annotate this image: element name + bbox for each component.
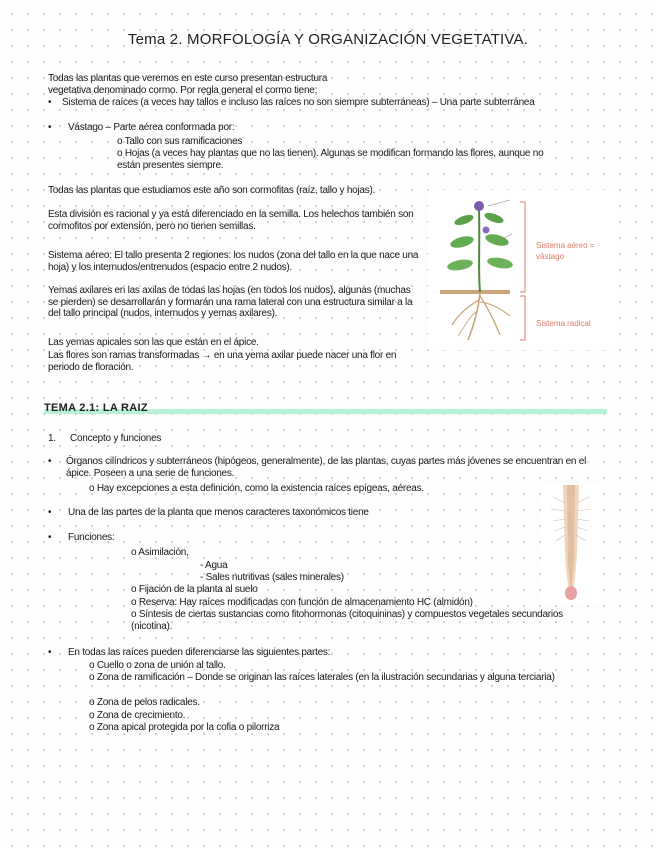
organos-subitem: o Hay excepciones a esta definición, como la existencia raíces epígeas, aéreas. [89,483,424,494]
funcion-sintesis: o Síntesis de ciertas sustancias como fitohormonas (citoquininas) y compuestos vegetales secundarios (nicotina). [131,609,563,632]
subitem-tallo: o Tallo con sus ramificaciones [117,136,243,147]
funcion-sales: - Sales nutritivas (sales minerales) [200,572,344,583]
para-division: Esta división es racional y ya está diferenciado en la semilla. Los helechos también son cormofitos por extensión, pero no tienen semillas. [48,209,414,232]
para-cormofitas: Todas las plantas que estudiamos este año son cormofitas (raíz, tallo y hojas). [48,185,376,196]
intro-line-2: vegetativa denominado cormo. Por regla general el cormo tiene: [48,85,318,96]
para-flores: Las flores son ramas transformadas → en una yema axilar puede nacer una flor en periodo de floración. [48,350,397,373]
bullet-funciones [48,532,248,544]
para-sistema-aereo: Sistema aéreo: El tallo presenta 2 regiones: los nudos (zona del tallo en la que nace una hoja) y los internudos/entrenudos (espacio entre 2 nudos). [48,250,419,273]
para-apicales: Las yemas apicales son las que están en el ápice. [48,337,259,348]
intro-line-1: Todas las plantas que veremos en este curso presentan estructura [48,73,328,84]
bullet-organos [48,456,608,479]
bullet-vastago-text: Vástago – Parte aérea conformada por: [68,122,235,133]
subitem-hojas: o Hojas (a veces hay plantas que no las tienen). Algunas se modifican formando las flores, aunque no están presentes siempre. [117,148,544,171]
bullet-dot: • [48,456,52,467]
zona-apical: o Zona apical protegida por la cofia o pilorriza [89,722,280,733]
label-sistema-radical: Sistema radical [536,319,591,328]
para-yemas: Yemas axilares en las axilas de todas las hojas (en todos los nudos), algunas (muchas se pierden) se desarrollarán y formarán una rama lateral con una estructura similar a la del tallo principal (nudos, internudos y yemas axilares). [48,285,413,320]
bullet-dot: • [48,122,52,133]
funcion-asimilacion: o Asimilación, [131,547,189,558]
bullet-raices [48,97,558,109]
plant-figure [428,190,618,350]
bullet-organos-text: Órganos cilíndricos y subterráneos (hipógeos, generalmente), de las plantas, cuyas partes más jóvenes se encuentran en el ápice. Poseen a una serie de funciones. [66,456,587,479]
bullet-vastago [48,122,548,134]
zona-ramificacion: o Zona de ramificación – Donde se originan las raíces laterales (en la ilustración secundarias y alguna terciaria) [89,672,555,683]
funcion-reserva: o Reserva: Hay raíces modificadas con función de almacenamiento HC (almidón) [131,597,473,608]
bullet-zonas [48,647,518,659]
zona-cuello: o Cuello o zona de unión al tallo. [89,660,226,671]
label-sistema-aereo: Sistema aéreo = vástago [536,241,595,261]
funciones-label: Funciones: [68,532,115,543]
bullet-taxonomicos-text: Una de las partes de la planta que menos caracteres taxonómicos tiene [68,507,369,518]
root-figure [541,483,601,603]
funcion-fijacion: o Fijación de la planta al suelo [131,584,258,595]
bullet-taxonomicos [48,507,508,519]
page-title: Tema 2. MORFOLOGÍA Y ORGANIZACIÓN VEGETATIVA. [127,31,529,48]
zonas-label: En todas las raíces pueden diferenciarse las siguientes partes: [68,647,331,658]
root-illustration [541,483,601,603]
bullet-dot: • [48,532,52,543]
item-heading: Concepto y funciones [70,433,162,444]
bullet-dot: • [48,647,52,658]
bullet-dot: • [48,97,52,108]
funcion-agua: - Agua [200,560,228,571]
item-number: 1. [48,433,56,444]
bullet-raices-text: Sistema de raíces (a veces hay tallos e incluso las raíces no son siempre subterráneas) – Una parte subterránea [62,97,535,108]
zona-crecimiento: o Zona de crecimiento. [89,710,186,721]
section-title: TEMA 2.1: LA RAIZ [44,402,148,414]
zona-pelos: o Zona de pelos radicales. [89,697,200,708]
bullet-dot: • [48,507,52,518]
